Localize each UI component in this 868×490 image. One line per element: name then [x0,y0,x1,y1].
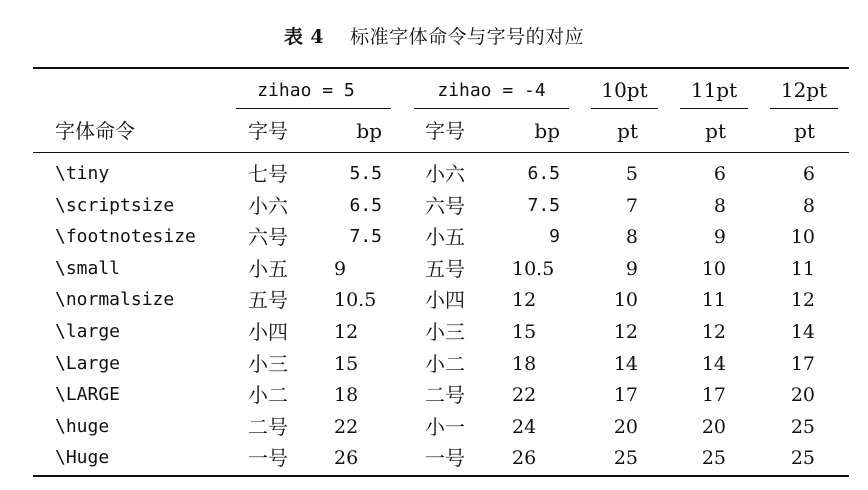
cell-command: \small [55,258,121,279]
cell-10pt: 8 [625,226,638,248]
cell-zihao5-name: 小二 [248,383,288,407]
cell-11pt: 20 [701,416,726,438]
bottom-rule [33,475,849,477]
cell-zihao-minus4-bp: 18 [512,353,537,375]
cell-12pt: 20 [790,384,815,406]
cell-zihao-minus4-name: 小一 [425,415,465,439]
header-11pt-unit: pt [705,119,726,143]
cell-zihao-minus4-bp: 6.5 [527,163,560,184]
cell-11pt: 14 [701,353,726,375]
cell-command: \scriptsize [55,195,175,216]
header-zihao5-name: 字号 [248,119,288,143]
header-10pt-unit: pt [617,119,638,143]
group-header-10pt: 10pt [601,78,648,102]
cell-zihao5-name: 小三 [248,352,288,376]
cell-11pt: 10 [701,258,726,280]
cell-10pt: 7 [625,195,638,217]
cell-10pt: 14 [613,353,638,375]
cell-zihao5-bp: 18 [334,384,359,406]
group-header-zihao-minus4: zihao = -4 [437,80,546,101]
cell-zihao5-bp: 22 [334,416,359,438]
cell-zihao5-name: 七号 [248,162,288,186]
cell-command: \LARGE [55,384,121,405]
cmidrule-12pt [770,108,838,109]
cell-command: \tiny [55,163,110,184]
cell-11pt: 25 [701,447,726,469]
cell-10pt: 17 [613,384,638,406]
group-header-zihao5: zihao = 5 [257,80,355,101]
cell-zihao5-bp: 6.5 [349,195,382,216]
cell-zihao5-bp: 26 [334,447,359,469]
cell-zihao-minus4-bp: 12 [512,289,537,311]
cell-10pt: 12 [613,321,638,343]
table-number: 表 4 [283,26,325,48]
cell-zihao-minus4-bp: 24 [512,416,537,438]
cell-zihao-minus4-name: 小五 [425,225,465,249]
header-zihao5-bp: bp [356,119,382,143]
cell-zihao-minus4-bp: 22 [512,384,537,406]
cell-zihao5-bp: 7.5 [349,226,382,247]
cell-zihao5-name: 小四 [248,320,288,344]
top-rule [33,67,849,69]
cell-zihao-minus4-bp: 26 [512,447,537,469]
group-header-11pt: 11pt [690,78,738,102]
cell-10pt: 9 [625,258,638,280]
cmidrule-11pt [680,108,748,109]
cell-10pt: 5 [625,163,638,185]
cell-12pt: 6 [802,163,815,185]
cell-11pt: 8 [713,195,726,217]
cell-zihao-minus4-bp: 7.5 [527,195,560,216]
cell-zihao5-name: 五号 [248,288,288,312]
cell-zihao5-name: 一号 [248,446,288,470]
cmidrule-10pt [591,108,658,109]
header-command: 字体命令 [55,119,135,143]
cell-zihao5-bp: 5.5 [349,163,382,184]
cell-zihao-minus4-bp: 9 [549,226,560,247]
cell-command: \Huge [55,447,110,468]
cell-zihao-minus4-name: 五号 [425,257,465,281]
cell-12pt: 11 [790,258,815,280]
cell-12pt: 17 [790,353,815,375]
table-caption [0,22,868,49]
mid-rule [33,152,849,153]
cell-zihao5-bp: 12 [334,321,359,343]
group-header-12pt: 12pt [780,78,828,102]
cell-10pt: 20 [613,416,638,438]
cell-command: \huge [55,416,110,437]
header-12pt-unit: pt [794,119,815,143]
cell-12pt: 12 [790,289,815,311]
cell-zihao-minus4-name: 小二 [425,352,465,376]
cell-command: \Large [55,353,121,374]
header-zihao-minus4-name: 字号 [425,119,465,143]
cell-zihao-minus4-name: 二号 [425,383,465,407]
cell-11pt: 9 [713,226,726,248]
cell-zihao5-name: 小五 [248,257,288,281]
cell-zihao5-name: 小六 [248,194,288,218]
cell-zihao5-bp: 10.5 [334,289,377,311]
cell-12pt: 25 [790,447,815,469]
cell-12pt: 25 [790,416,815,438]
cell-11pt: 17 [701,384,726,406]
cell-command: \normalsize [55,289,175,310]
cell-zihao-minus4-name: 六号 [425,194,465,218]
cell-command: \large [55,321,121,342]
cell-zihao5-bp: 9 [334,258,347,280]
cell-zihao-minus4-bp: 10.5 [512,258,555,280]
cmidrule-zihao-minus4 [414,108,569,109]
cell-11pt: 12 [701,321,726,343]
cell-12pt: 10 [790,226,815,248]
cell-zihao-minus4-name: 小三 [425,320,465,344]
cell-10pt: 10 [613,289,638,311]
cell-10pt: 25 [613,447,638,469]
cell-zihao-minus4-name: 小四 [425,288,465,312]
cell-zihao5-name: 六号 [248,225,288,249]
cell-zihao5-bp: 15 [334,353,359,375]
cell-zihao-minus4-name: 一号 [425,446,465,470]
cell-command: \footnotesize [55,226,196,247]
cell-zihao-minus4-name: 小六 [425,162,465,186]
cell-11pt: 6 [713,163,726,185]
table-title: 标准字体命令与字号的对应 [350,26,585,48]
cell-zihao-minus4-bp: 15 [512,321,537,343]
cell-11pt: 11 [701,289,726,311]
cell-zihao5-name: 二号 [248,415,288,439]
cmidrule-zihao5 [236,108,391,109]
cell-12pt: 8 [802,195,815,217]
header-zihao-minus4-bp: bp [534,119,560,143]
cell-12pt: 14 [790,321,815,343]
